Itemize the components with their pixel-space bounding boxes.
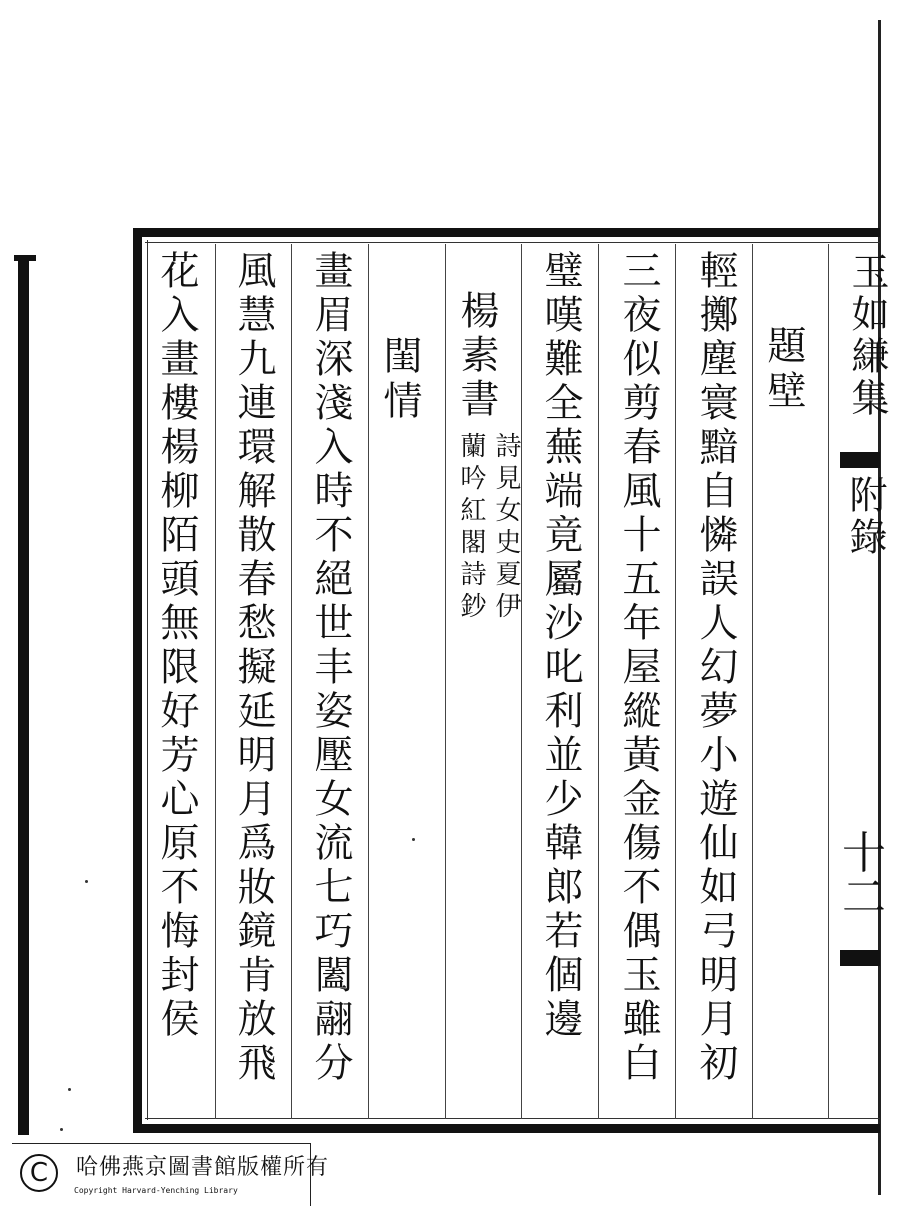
section-tab: 附錄 [843, 475, 887, 559]
copyright-english: Copyright Harvard-Yenching Library [74, 1186, 238, 1195]
speck [60, 1128, 63, 1131]
author-name: 楊素書 [454, 290, 499, 422]
text-column: 璧嘆難全蕪端竟屬沙叱利並少韓郎若個邊 [538, 250, 583, 1042]
column-rule [445, 244, 446, 1119]
column-rule [598, 244, 599, 1119]
text-column: 輕擲塵寰黯自憐誤人幻夢小遊仙如弓明月初 [693, 250, 738, 1086]
text-column: 風慧九連環解散春愁擬延明月爲妝鏡肯放飛 [231, 250, 276, 1086]
page-number: 十二 [842, 828, 886, 923]
fishtail-mark-top [840, 452, 880, 468]
copyright-icon: C [20, 1154, 58, 1192]
frame-inner-top [145, 242, 880, 243]
poem-title-tibi: 題壁 [761, 325, 806, 415]
text-column: 花入畫樓楊柳陌頭無限好芳心原不悔封侯 [154, 250, 199, 1042]
column-rule [215, 244, 216, 1119]
column-rule [828, 244, 829, 1119]
poem-title-guiqing: 閨情 [377, 335, 422, 425]
column-rule [752, 244, 753, 1119]
column-rule [521, 244, 522, 1119]
speck [68, 1088, 71, 1091]
source-note-line1: 詩見女史夏伊 [491, 432, 521, 624]
column-rule [368, 244, 369, 1119]
frame-inner-left [147, 240, 148, 1120]
text-column: 三夜似剪春風十五年屋縱黃金傷不偶玉雖白 [616, 250, 661, 1086]
frame-inner-bottom [145, 1118, 880, 1119]
copyright-chinese: 哈佛燕京圖書館版權所有 [76, 1155, 330, 1180]
frame-bottom-border [133, 1124, 880, 1133]
left-spine-tick [14, 255, 36, 261]
running-title: 玉如縑集 [845, 252, 889, 420]
speck [85, 880, 88, 883]
column-rule [675, 244, 676, 1119]
left-spine-bar [18, 255, 29, 1135]
source-note-line2: 蘭吟紅閣詩鈔 [456, 432, 486, 624]
copyright-stamp [12, 1143, 330, 1206]
column-rule [291, 244, 292, 1119]
frame-left-border [133, 228, 142, 1133]
frame-top-border [133, 228, 880, 237]
fishtail-mark-bottom [840, 950, 880, 966]
text-column: 畫眉深淺入時不絕世丰姿壓女流七巧闔翮分 [308, 250, 353, 1086]
